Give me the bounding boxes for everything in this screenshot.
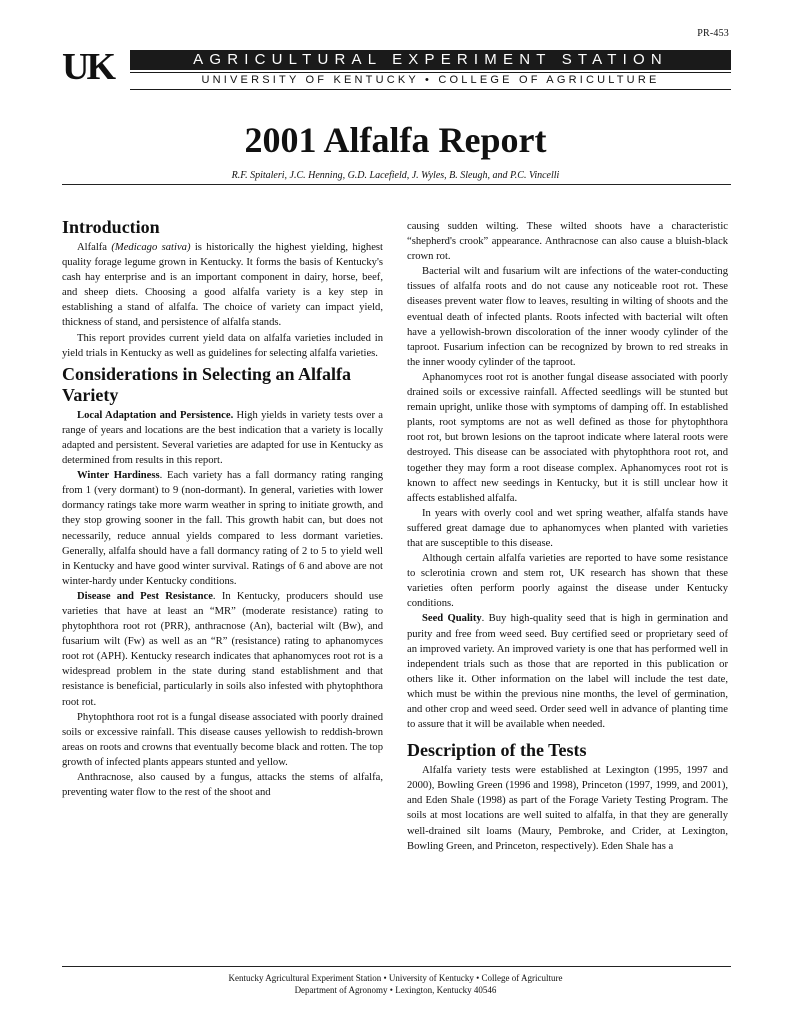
seed-quality-label: Seed Quality <box>422 613 482 625</box>
phytophthora-paragraph: Phytophthora root rot is a fungal disease associated with poorly drained soils or excessive rainfall. This disease causes yellowish to reddish-brown areas on roots and crowns that eventually become black and rotten. The top growth of infected plants appears stunted and yellow. <box>62 711 383 768</box>
tests-heading: Description of the Tests <box>407 740 587 761</box>
intro-text-a: Alfalfa <box>77 242 112 253</box>
right-column <box>407 219 728 943</box>
footer <box>0 972 791 996</box>
introduction-heading: Introduction <box>62 217 160 237</box>
tests-paragraph: Alfalfa variety tests were established at Lexington (1995, 1997 and 2000), Bowling Green (1996 and 1998), Princeton (1997, 1999, and 2001), and Eden Shale (1998) as part of the Forage Variety Testing Program. The soils at most locations are well suited to alfalfa, in that they are generally well-drained silt loams (Maury, Pembroke, and Crider, at Lexington, Bowling Green, and Princeton, respectively). Eden Shale has a <box>407 765 728 852</box>
sclerotinia-paragraph: Although certain alfalfa varieties are reported to have some resistance to sclerotinia crown and stem rot, UK research has shown that these varieties often perform poorly against the disease under Kentucky conditions. <box>407 553 728 610</box>
disease-resistance-text: . In Kentucky, producers should use varieties that have at least an “MR” (moderate resistance) rating to phytophthora root rot (PRR), anthracnose (An), bacterial wilt (Bw), and fusarium wilt (Fw) as well as an “R” (resistance) rating to aphanomyces root rot (APH). Kentucky research indicates that aphanomyces root rot is a widespread problem in the state during stand establishment and that resistance is beneficial, particularly in soils also infested with phytophthora root rot. <box>62 590 383 708</box>
seed-quality-text: . Buy high-quality seed that is high in germination and purity and free from weed seed. Buy certified seed or proprietary seed of an improved variety. An improved variety is one that has performed well in independent trials such as those that are reported in this publication or others like it. Other information on the label will include the test date, which must be within the previous nine months, the level of germination, and other crop and weed seed. Order seed well in advance of planting time to assure that it will be available when needed. <box>407 613 728 731</box>
local-adaptation-paragraph <box>62 408 383 468</box>
publication-number: PR-453 <box>697 28 729 39</box>
report-title: 2001 Alfalfa Report <box>244 120 547 160</box>
seed-quality-paragraph <box>407 611 728 732</box>
considerations-heading: Considerations in Selecting an Alfalfa Variety <box>62 363 352 405</box>
masthead <box>62 46 731 88</box>
uk-logo: UK <box>62 46 113 88</box>
header-divider <box>62 184 731 185</box>
footer-line-2: Department of Agronomy • Lexington, Kentucky 40546 <box>294 985 497 995</box>
disease-resistance-paragraph <box>62 589 383 710</box>
authors-line: R.F. Spitaleri, J.C. Henning, G.D. Lacefield, J. Wyles, B. Sleugh, and P.C. Vincelli <box>231 170 560 181</box>
footer-line-1: Kentucky Agricultural Experiment Station • University of Kentucky • College of Agriculture <box>228 973 563 983</box>
anthracnose-paragraph: Anthracnose, also caused by a fungus, attacks the stems of alfalfa, preventing water flow to the rest of the shoot and <box>62 772 383 799</box>
bacterial-wilt-paragraph: Bacterial wilt and fusarium wilt are infections of the water-conducting tissues of alfalfa roots and do not cause any noticeable root rot. These diseases prevent water flow to leaves, resulting in wilting of shoots and the eventual death of infected plants. Roots infected with bacterial wilt often have a yellowish-brown discoloration of the inner woody cylinder of the taproot. Fusarium infection can be recognized by brown to red streaks in the inner woody cylinder of the taproot. <box>407 266 728 368</box>
winter-hardiness-paragraph <box>62 468 383 589</box>
intro-paragraph-1 <box>62 240 383 331</box>
winter-hardiness-label: Winter Hardiness <box>77 470 160 482</box>
footer-divider <box>62 966 731 967</box>
local-adaptation-label: Local Adaptation and Persistence. <box>77 409 234 421</box>
winter-hardiness-text: . Each variety has a fall dormancy rating ranging from 1 (very dormant) to 9 (non-dormant). In general, varieties with lower dormancy ratings take more warm weather in spring to initiate growth, and they stop growing sooner in the fall. This growth habit can, but does not necessarily, reduce annual yields compared to less dormant varieties. Generally, alfalfa should have a fall dormancy rating of 2 to 5 to yield well in Kentucky and have good winter survival. Ratings of 6 and above are not winter-hardy under Kentucky conditions. <box>62 470 383 587</box>
left-column <box>62 214 383 938</box>
disease-resistance-label: Disease and Pest Resistance <box>77 590 213 602</box>
intro-text-b: is historically the highest yielding, highest quality forage legume grown in Kentucky. It forms the basis of Kentucky's cash hay enterprise and is an important component in dairy, horse, beef, and sheep diets. Choosing a good alfalfa variety is a key step in establishing a stand of alfalfa. The choice of variety can impact yield, thickness of stand, and persistence of alfalfa stands. <box>62 242 383 329</box>
aphanomyces-paragraph: Aphanomyces root rot is another fungal disease associated with poorly drained soils or excessive rainfall. Affected seedlings will be stunted but remain upright, unlike those with symptoms of damping off. In established plants, root symptoms are not as well defined as those for phytophthora root rot, but brown lesions on the taproot indicate where lateral roots were destroyed. This disease can be associated with phytophthora root rot, and together they may form a root disease complex. Aphanomyces root rot is known to affect new seedings in Kentucky, but it is still unclear how it affects established alfalfa. <box>407 371 728 504</box>
species-name: (Medicago sativa) <box>111 242 191 253</box>
anthracnose-continued: causing sudden wilting. These wilted shoots have a characteristic “shepherd's crook” appearance. Anthracnose can also cause a bluish-black crown rot. <box>407 221 728 263</box>
local-adaptation-text: High yields in variety tests over a range of years and locations are the best indication that a variety is locally adapted and persistent. Several varieties are adapted for use in Kentucky as determined from results in this report. <box>62 409 383 467</box>
intro-paragraph-2: This report provides current yield data on alfalfa varieties included in yield trials in Kentucky as well as guidelines for selecting alfalfa varieties. <box>62 332 383 359</box>
cool-weather-paragraph: In years with overly cool and wet spring weather, alfalfa stands have suffered great damage due to aphanomyces when planted with varieties that are susceptible to this disease. <box>407 507 728 549</box>
university-banner: UNIVERSITY OF KENTUCKY • COLLEGE OF AGRICULTURE <box>130 72 731 90</box>
station-banner: AGRICULTURAL EXPERIMENT STATION <box>130 50 731 70</box>
